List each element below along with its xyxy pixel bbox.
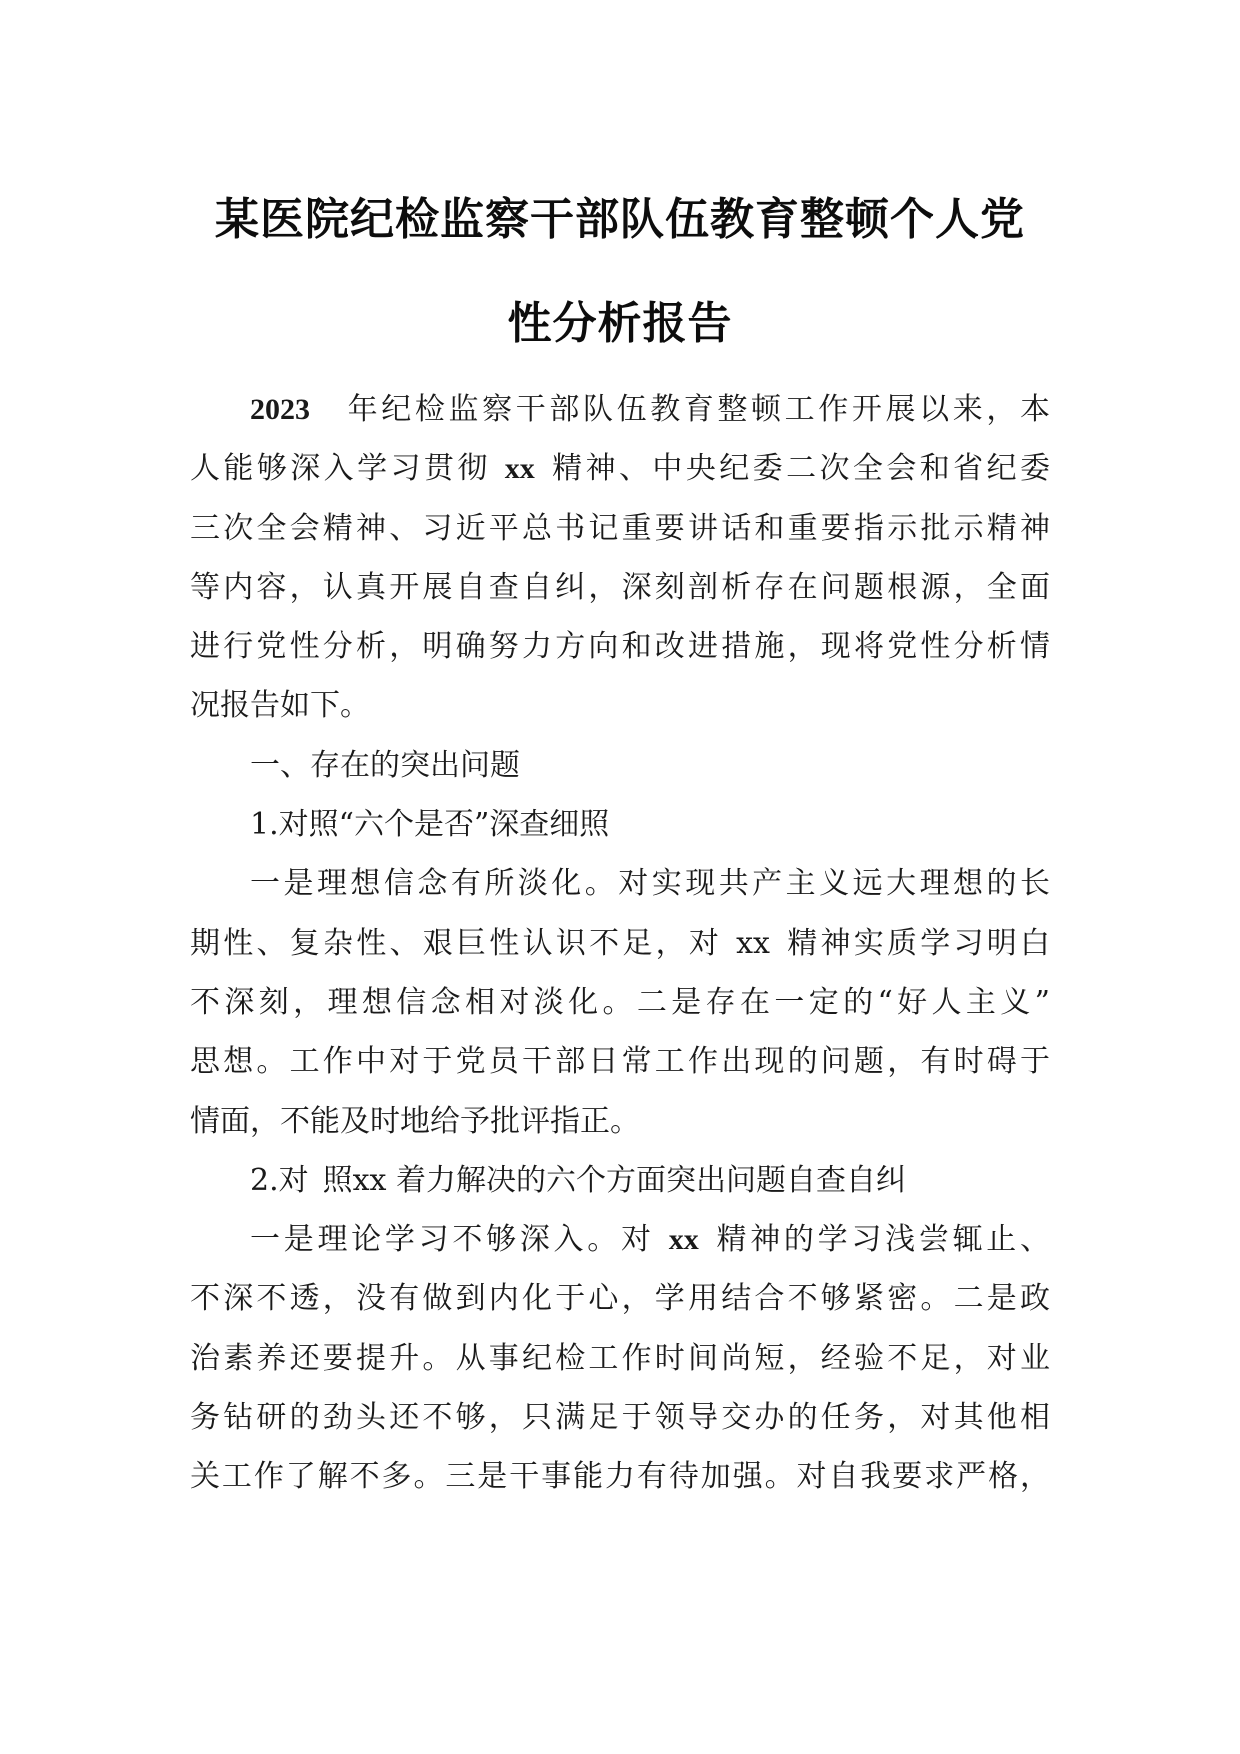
paragraph-3-line-2: 不深不透，没有做到内化于心，学用结合不够紧密。二是政 [190,1281,1050,1317]
subsection-heading-2: 2.对 照xx 着力解决的六个方面突出问题自查自纠 [250,1162,906,1198]
xx-placeholder: xx [736,925,770,961]
paragraph-1-line-4: 等内容，认真开展自查自纠，深刻剖析存在问题根源，全面 [190,569,1050,605]
paragraph-3-line-1: 一是理论学习不够深入。对 xx 精神的学习浅尝辄止、 [250,1222,1051,1258]
paragraph-3-line-5: 关工作了解不多。三是干事能力有待加强。对自我要求严格， [190,1459,1050,1495]
paragraph-1-line-6: 况报告如下。 [190,688,370,724]
document-title-line-2: 性分析报告 [507,298,733,349]
paragraph-2-line-5: 情面，不能及时地给予批评指正。 [190,1103,640,1139]
xx-placeholder: xx [668,1223,699,1257]
document-title-line-1: 某医院纪检监察干部队伍教育整顿个人党 [215,194,1025,245]
paragraph-3-line-3: 治素养还要提升。从事纪检工作时间尚短，经验不足，对业 [190,1340,1050,1376]
section-heading-1: 一、存在的突出问题 [250,747,520,783]
paragraph-2-line-2: 期性、复杂性、艰巨性认识不足，对 xx 精神实质学习明白 [190,925,1051,961]
paragraph-2-line-3: 不深刻，理想信念相对淡化。二是存在一定的“好人主义” [190,984,1050,1020]
subsection-heading-1: 1.对照“六个是否”深查细照 [250,807,610,843]
paragraph-1-line-5: 进行党性分析，明确努力方向和改进措施，现将党性分析情 [190,629,1050,665]
paragraph-1-line-3: 三次全会精神、习近平总书记重要讲话和重要指示批示精神 [190,510,1050,546]
paragraph-1-line-2: 人能够深入学习贯彻 xx 精神、中央纪委二次全会和省纪委 [190,451,1050,487]
paragraph-2-line-1: 一是理想信念有所淡化。对实现共产主义远大理想的长 [250,866,1050,902]
year-text: 2023 [250,393,310,426]
paragraph-2-line-4: 思想。工作中对于党员干部日常工作出现的问题，有时碍于 [190,1044,1050,1080]
xx-placeholder: xx [504,452,535,486]
paragraph-1-line-1: 2023 年纪检监察干部队伍教育整顿工作开展以来，本 [250,392,1050,427]
document-body [190,380,1050,1507]
paragraph-3-line-4: 务钻研的劲头还不够，只满足于领导交办的任务，对其他相 [190,1400,1050,1436]
